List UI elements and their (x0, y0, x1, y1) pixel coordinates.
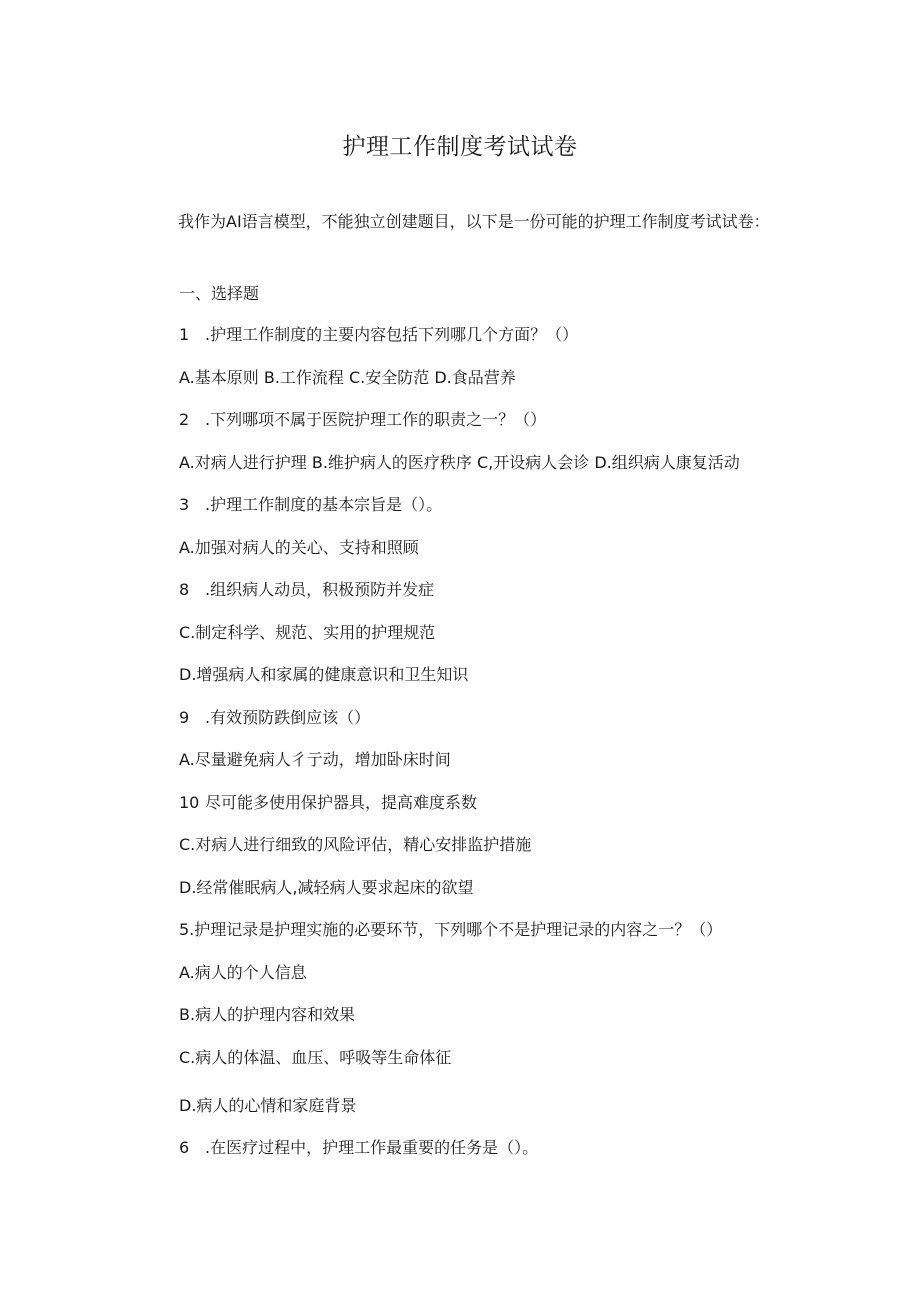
option-text: A.病人的个人信息 (179, 963, 307, 982)
option-3c (179, 622, 435, 644)
question-3 (179, 494, 442, 516)
question-6 (179, 1137, 538, 1159)
option-text: 尽可能多使用保护器具，提高难度系数 (205, 793, 478, 812)
option-5b (179, 1004, 355, 1026)
option-5c (179, 1047, 451, 1069)
options-2 (179, 452, 740, 474)
document-title: 护理工作制度考试试卷 (342, 134, 578, 160)
question-number: 6 (179, 1138, 190, 1157)
question-5 (179, 919, 722, 941)
option-3a (179, 537, 419, 559)
option-text: C.对病人进行细致的风险评估，精心安排监护措施 (179, 835, 532, 854)
question-number: 10 (179, 793, 200, 812)
option-text: D.病人的心情和家庭背景 (179, 1096, 357, 1115)
question-number: 9 (179, 708, 190, 727)
question-4 (179, 707, 370, 729)
option-4c (179, 834, 531, 856)
option-4b (179, 792, 477, 814)
question-number: 8 (179, 580, 190, 599)
question-text: .护理工作制度的主要内容包括下列哪几个方面？（） (205, 325, 579, 344)
option-5d (179, 1095, 356, 1117)
question-number: 2 (179, 410, 190, 429)
option-text: A.基本原则 B.工作流程 C.安全防范 D.食品营养 (179, 368, 516, 387)
question-text: .护理工作制度的基本宗旨是（）。 (205, 495, 443, 514)
question-text: .有效预防跌倒应该（） (205, 708, 371, 727)
option-text: .组织病人动员，积极预防并发症 (205, 580, 435, 599)
option-text: C.病人的体温、血压、呼吸等生命体征 (179, 1048, 452, 1067)
options-1 (179, 367, 516, 389)
intro-paragraph: 我作为AI语言模型，不能独立创建题目，以下是一份可能的护理工作制度考试试卷： (178, 212, 770, 231)
option-text: D.经常催眠病人,减轻病人要求起床的欲望 (179, 878, 474, 897)
question-1 (179, 324, 578, 346)
question-number: 3 (179, 495, 190, 514)
option-text: C.制定科学、规范、实用的护理规范 (179, 623, 436, 642)
option-text: A.加强对病人的关心、支持和照顾 (179, 538, 419, 557)
option-text: A.尽量避免病人彳亍动，增加卧床时间 (179, 750, 451, 769)
question-text: .下列哪项不属于医院护理工作的职责之一？（） (205, 410, 547, 429)
option-text: B.病人的护理内容和效果 (179, 1005, 356, 1024)
option-text: A.对病人进行护理 B.维护病人的医疗秩序 C,开设病人会诊 D.组织病人康复活动 (179, 453, 740, 472)
option-3d (179, 664, 468, 686)
option-4d (179, 877, 474, 899)
option-3b (179, 579, 434, 601)
option-5a (179, 962, 307, 984)
section-heading: 一、选择题 (179, 284, 260, 303)
question-number: 1 (179, 325, 190, 344)
question-text: 5.护理记录是护理实施的必要环节，下列哪个不是护理记录的内容之一？（） (179, 920, 723, 939)
question-text: .在医疗过程中，护理工作最重要的任务是（）。 (205, 1138, 539, 1157)
question-2 (179, 409, 546, 431)
option-text: D.增强病人和家属的健康意识和卫生知识 (179, 665, 469, 684)
option-4a (179, 749, 451, 771)
